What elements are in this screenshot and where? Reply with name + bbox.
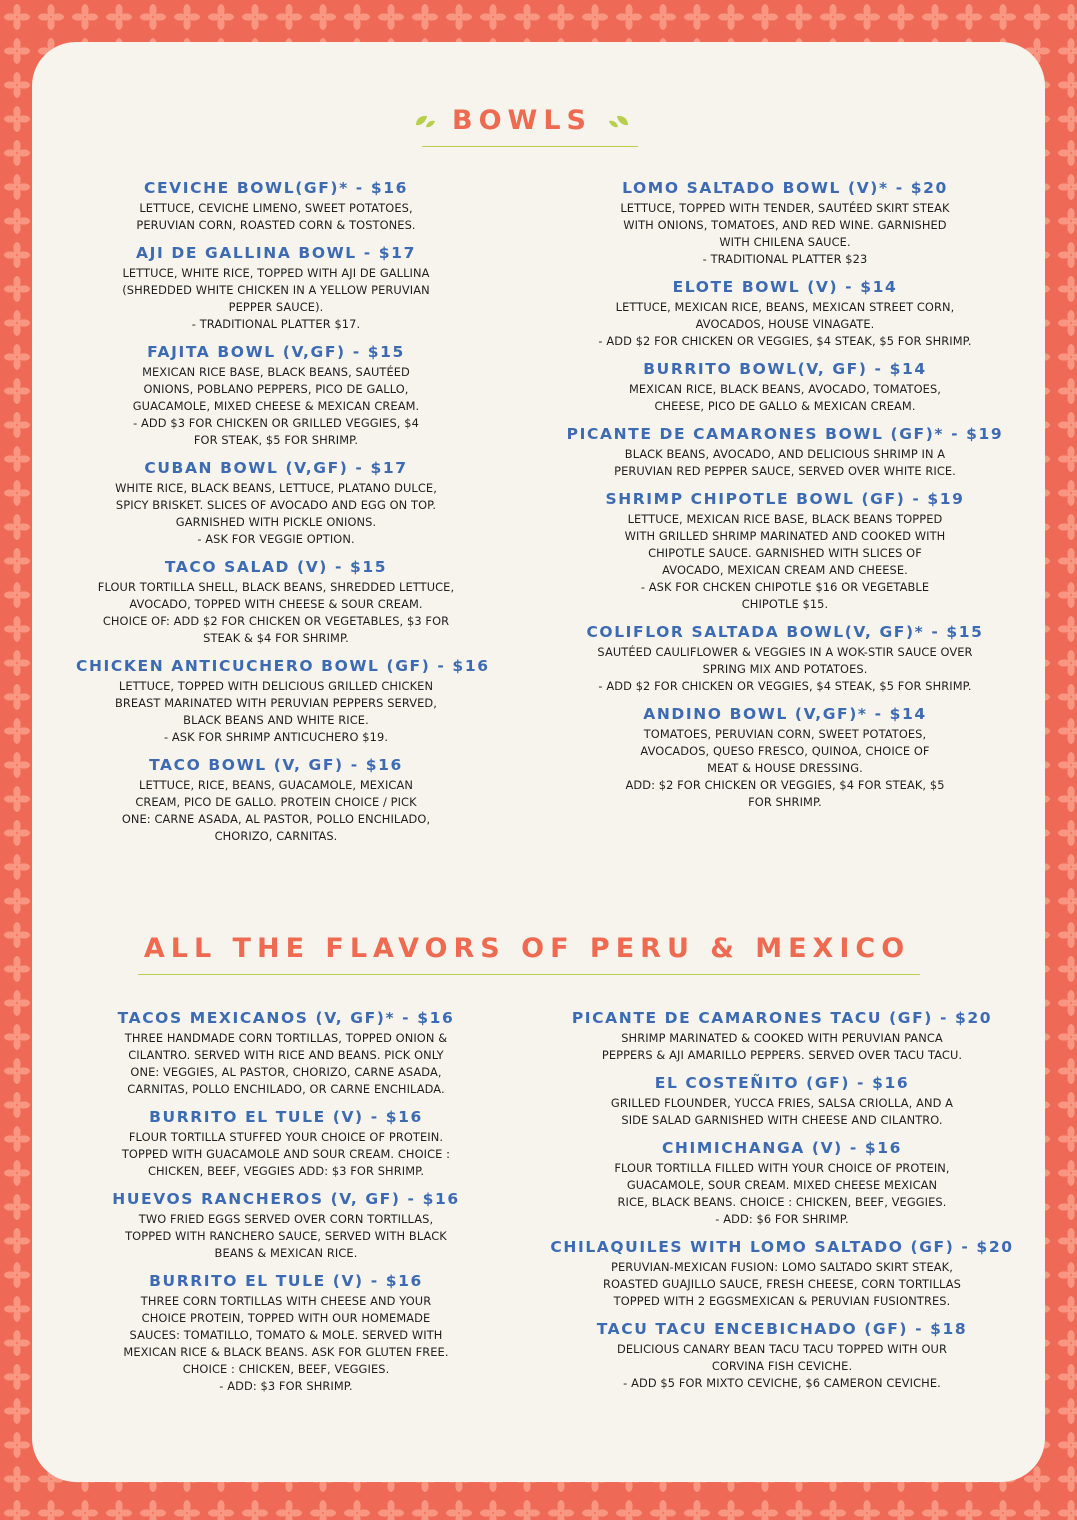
menu-item-description: PERUVIAN-MEXICAN FUSION: LOMO SALTADO SKIRT STEAK, ROASTED GUAJILLO SAUCE, FRESH CHEESE, CORN TORTILLAS TOPPED WITH 2 EGGSMEXICAN & PERUVIAN FUSIONTRES. (603, 1260, 961, 1308)
menu-item-description: WHITE RICE, BLACK BEANS, LETTUCE, PLATANO DULCE, SPICY BRISKET. SLICES OF AVOCADO AND EGG ON TOP. GARNISHED WITH PICKLE ONIONS. - ASK FOR VEGGIE OPTION. (115, 481, 437, 546)
leaf-icon (414, 112, 436, 128)
menu-item-title: CHIMICHANGA (V) - $16 (661, 1139, 903, 1157)
flavors-right-column (532, 1008, 1032, 1392)
menu-item-title: CHILAQUILES WITH LOMO SALTADO (GF) - $20 (550, 1238, 1014, 1256)
flavors-left-column (76, 1008, 496, 1395)
menu-item-description: TWO FRIED EGGS SERVED OVER CORN TORTILLAS, TOPPED WITH RANCHERO SAUCE, SERVED WITH BLACK BEANS & MEXICAN RICE. (125, 1212, 447, 1260)
leaf-icon (608, 112, 630, 128)
section-title-bowls: BOWLS (402, 102, 642, 138)
menu-item-title: TACOS MEXICANOS (V, GF)* - $16 (117, 1009, 455, 1027)
menu-item-title: BURRITO EL TULE (V) - $16 (149, 1272, 423, 1290)
menu-item (76, 755, 476, 845)
menu-item (76, 1271, 496, 1395)
menu-item-description: TOMATOES, PERUVIAN CORN, SWEET POTATOES, AVOCADOS, QUESO FRESCO, QUINOA, CHOICE OF MEAT & HOUSE DRESSING. ADD: $2 FOR CHICKEN OR VEGGIES, $4 FOR STEAK, $5 FOR SHRIMP. (625, 727, 945, 809)
menu-item (76, 1107, 496, 1180)
menu-item-title: LOMO SALTADO BOWL (V)* - $20 (622, 179, 948, 197)
menu-item-description: SAUTÉED CAULIFLOWER & VEGGIES IN A WOK-STIR SAUCE OVER SPRING MIX AND POTATOES. - ADD $2 FOR CHICKEN OR VEGGIES, $4 STEAK, $5 FOR SHRIMP. (597, 645, 973, 693)
menu-item (550, 489, 1020, 613)
menu-item (532, 1073, 1032, 1129)
menu-item-description: LETTUCE, WHITE RICE, TOPPED WITH AJI DE GALLINA (SHREDDED WHITE CHICKEN IN A YELLOW PERUVIAN PEPPER SAUCE). - TRADITIONAL PLATTER $17. (122, 266, 430, 331)
menu-item-title: ELOTE BOWL (V) - $14 (672, 278, 898, 296)
menu-item-title: COLIFLOR SALTADA BOWL(V, GF)* - $15 (586, 623, 984, 641)
menu-card (32, 42, 1045, 1482)
menu-item (532, 1008, 1032, 1064)
menu-item-title: TACO SALAD (V) - $15 (164, 558, 388, 576)
menu-item-description: FLOUR TORTILLA STUFFED YOUR CHOICE OF PROTEIN. TOPPED WITH GUACAMOLE AND SOUR CREAM. CHOICE : CHICKEN, BEEF, VEGGIES ADD: $3 FOR SHRIMP. (121, 1130, 451, 1178)
menu-item-title: PICANTE DE CAMARONES TACU (GF) - $20 (571, 1009, 993, 1027)
menu-item (550, 277, 1020, 350)
menu-item-title: HUEVOS RANCHEROS (V, GF) - $16 (112, 1190, 460, 1208)
menu-item (76, 243, 476, 333)
menu-item-title: PICANTE DE CAMARONES BOWL (GF)* - $19 (566, 425, 1004, 443)
menu-item-description: LETTUCE, RICE, BEANS, GUACAMOLE, MEXICAN CREAM, PICO DE GALLO. PROTEIN CHOICE / PICK ONE: CARNE ASADA, AL PASTOR, POLLO ENCHILADO, CHORIZO, CARNITAS. (121, 778, 431, 843)
menu-item-description: MEXICAN RICE BASE, BLACK BEANS, SAUTÉED ONIONS, POBLANO PEPPERS, PICO DE GALLO, GUACAMOLE, MIXED CHEESE & MEXICAN CREAM. - ADD $3 FOR CHICKEN OR GRILLED VEGGIES, $4 FOR STEAK, $5 FOR SHRIMP. (132, 365, 420, 447)
menu-item (550, 622, 1020, 695)
menu-item-description: THREE HANDMADE CORN TORTILLAS, TOPPED ONION & CILANTRO. SERVED WITH RICE AND BEANS. PICK ONLY ONE: VEGGIES, AL PASTOR, CHORIZO, CARNE ASADA, CARNITAS, POLLO ENCHILADO, OR CARNE ENCHILADA. (124, 1031, 448, 1096)
menu-item (76, 1008, 496, 1098)
menu-item-description: DELICIOUS CANARY BEAN TACU TACU TOPPED WITH OUR CORVINA FISH CEVICHE. - ADD $5 FOR MIXTO CEVICHE, $6 CAMERON CEVICHE. (617, 1342, 947, 1390)
menu-item-description: THREE CORN TORTILLAS WITH CHEESE AND YOUR CHOICE PROTEIN, TOPPED WITH OUR HOMEMADE SAUCES: TOMATILLO, TOMATO & MOLE. SERVED WITH MEXICAN RICE & BLACK BEANS. ASK FOR GLUTEN FREE. CHOICE : CHICKEN, BEEF, VEGGIES. - ADD: $3 FOR SHRIMP. (123, 1294, 449, 1393)
menu-item-title: FAJITA BOWL (V,GF) - $15 (147, 343, 405, 361)
menu-item (76, 1189, 496, 1262)
menu-item (532, 1237, 1032, 1310)
menu-item (550, 704, 1020, 811)
menu-item-title: BURRITO BOWL(V, GF) - $14 (643, 360, 927, 378)
menu-item-description: BLACK BEANS, AVOCADO, AND DELICIOUS SHRIMP IN A PERUVIAN RED PEPPER SAUCE, SERVED OVER WHITE RICE. (614, 447, 956, 478)
menu-item (76, 557, 476, 647)
menu-item-title: TACU TACU ENCEBICHADO (GF) - $18 (596, 1320, 968, 1338)
menu-item (550, 178, 1020, 268)
menu-item (532, 1319, 1032, 1392)
menu-item (550, 424, 1020, 480)
menu-item-title: AJI DE GALLINA BOWL - $17 (136, 244, 416, 262)
menu-item (532, 1138, 1032, 1228)
menu-item-description: LETTUCE, TOPPED WITH DELICIOUS GRILLED CHICKEN BREAST MARINATED WITH PERUVIAN PEPPERS SERVED, BLACK BEANS AND WHITE RICE. - ASK FOR SHRIMP ANTICUCHERO $19. (114, 679, 438, 744)
section-title-flavors: ALL THE FLAVORS OF PERU & MEXICO (132, 928, 922, 968)
menu-item (76, 656, 490, 746)
menu-item-description: LETTUCE, TOPPED WITH TENDER, SAUTÉED SKIRT STEAK WITH ONIONS, TOMATOES, AND RED WINE. GARNISHED WITH CHILENA SAUCE. - TRADITIONAL PLATTER $23 (620, 201, 950, 266)
menu-item (550, 359, 1020, 415)
menu-item-title: SHRIMP CHIPOTLE BOWL (GF) - $19 (605, 490, 965, 508)
menu-item-description: GRILLED FLOUNDER, YUCCA FRIES, SALSA CRIOLLA, AND A SIDE SALAD GARNISHED WITH CHEESE AND CILANTRO. (610, 1096, 954, 1127)
menu-item-description: LETTUCE, MEXICAN RICE BASE, BLACK BEANS TOPPED WITH GRILLED SHRIMP MARINATED AND COOKED WITH CHIPOTLE SAUCE. GARNISHED WITH SLICES OF AVOCADO, MEXICAN CREAM AND CHEESE. - ASK FOR CHCKEN CHIPOTLE $16 OR VEGETABLE CHIPOTLE $15. (624, 512, 946, 611)
menu-item-title: EL COSTEÑITO (GF) - $16 (654, 1074, 910, 1092)
menu-item-title: CHICKEN ANTICUCHERO BOWL (GF) - $16 (76, 657, 490, 675)
menu-item (76, 342, 476, 449)
menu-item-title: CEVICHE BOWL(GF)* - $16 (144, 179, 408, 197)
section-divider (422, 146, 638, 147)
menu-item-title: ANDINO BOWL (V,GF)* - $14 (643, 705, 927, 723)
menu-item-description: FLOUR TORTILLA SHELL, BLACK BEANS, SHREDDED LETTUCE, AVOCADO, TOPPED WITH CHEESE & SOUR CREAM. CHOICE OF: ADD $2 FOR CHICKEN OR VEGETABLES, $3 FOR STEAK & $4 FOR SHRIMP. (97, 580, 455, 645)
menu-item-title: TACO BOWL (V, GF) - $16 (149, 756, 403, 774)
menu-item (76, 458, 476, 548)
menu-item-description: LETTUCE, CEVICHE LIMENO, SWEET POTATOES, PERUVIAN CORN, ROASTED CORN & TOSTONES. (136, 201, 416, 232)
menu-item-title: BURRITO EL TULE (V) - $16 (149, 1108, 423, 1126)
menu-item-description: SHRIMP MARINATED & COOKED WITH PERUVIAN PANCA PEPPERS & AJI AMARILLO PEPPERS. SERVED OVER TACU TACU. (601, 1031, 963, 1062)
menu-item-title: CUBAN BOWL (V,GF) - $17 (144, 459, 408, 477)
menu-item-description: MEXICAN RICE, BLACK BEANS, AVOCADO, TOMATOES, CHEESE, PICO DE GALLO & MEXICAN CREAM. (628, 382, 942, 413)
section-divider (138, 974, 920, 975)
menu-item (76, 178, 476, 234)
menu-item-description: LETTUCE, MEXICAN RICE, BEANS, MEXICAN STREET CORN, AVOCADOS, HOUSE VINAGATE. - ADD $2 FOR CHICKEN OR VEGGIES, $4 STEAK, $5 FOR SHRIMP. (598, 300, 972, 348)
menu-item-description: FLOUR TORTILLA FILLED WITH YOUR CHOICE OF PROTEIN, GUACAMOLE, SOUR CREAM. MIXED CHEESE MEXICAN RICE, BLACK BEANS. CHOICE : CHICKEN, BEEF, VEGGIES. - ADD: $6 FOR SHRIMP. (614, 1161, 950, 1226)
bowls-left-column (76, 178, 490, 845)
bowls-right-column (550, 178, 1020, 811)
